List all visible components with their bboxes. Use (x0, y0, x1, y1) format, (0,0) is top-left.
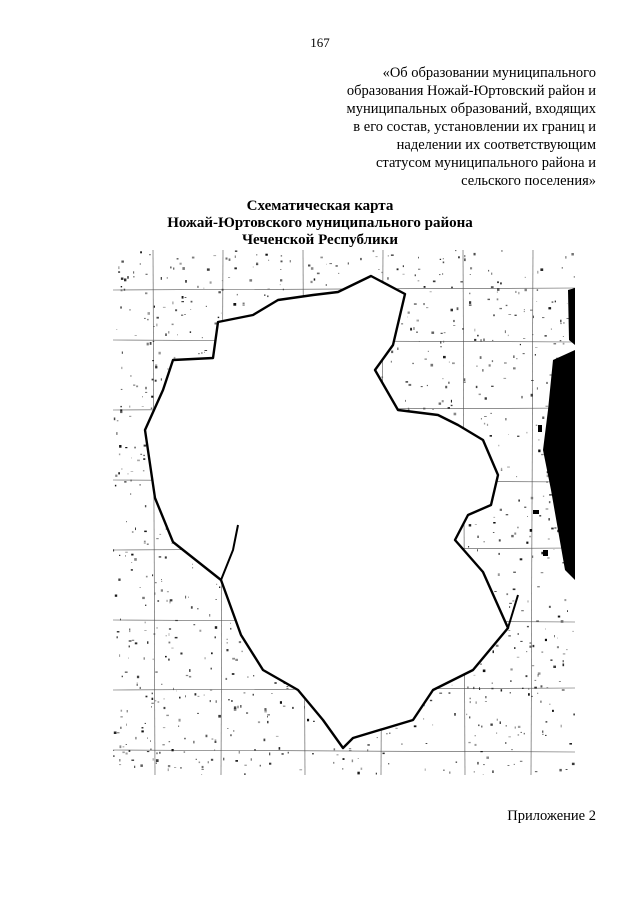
map-title-line: Чеченской Республики (242, 232, 398, 248)
map-title (0, 198, 640, 249)
header-line: наделении их соответствующим (396, 137, 596, 153)
schematic-map-image (113, 250, 575, 775)
header-line: сельского поселения» (461, 173, 596, 189)
map-title-line: Ножай-Юртовского муниципального района (167, 215, 473, 231)
header-line: статусом муниципального района и (376, 155, 596, 171)
header-line: «Об образовании муниципального (382, 65, 596, 81)
document-header-title (266, 64, 596, 190)
header-line: в его состав, установлении их границ и (353, 119, 596, 135)
page-number: 167 (310, 35, 330, 50)
header-line: образования Ножай-Юртовский район и (346, 83, 596, 99)
header-line: муниципальных образований, входящих (346, 101, 596, 117)
appendix-label: Приложение 2 (507, 808, 596, 824)
map-title-line: Схематическая карта (246, 198, 394, 214)
